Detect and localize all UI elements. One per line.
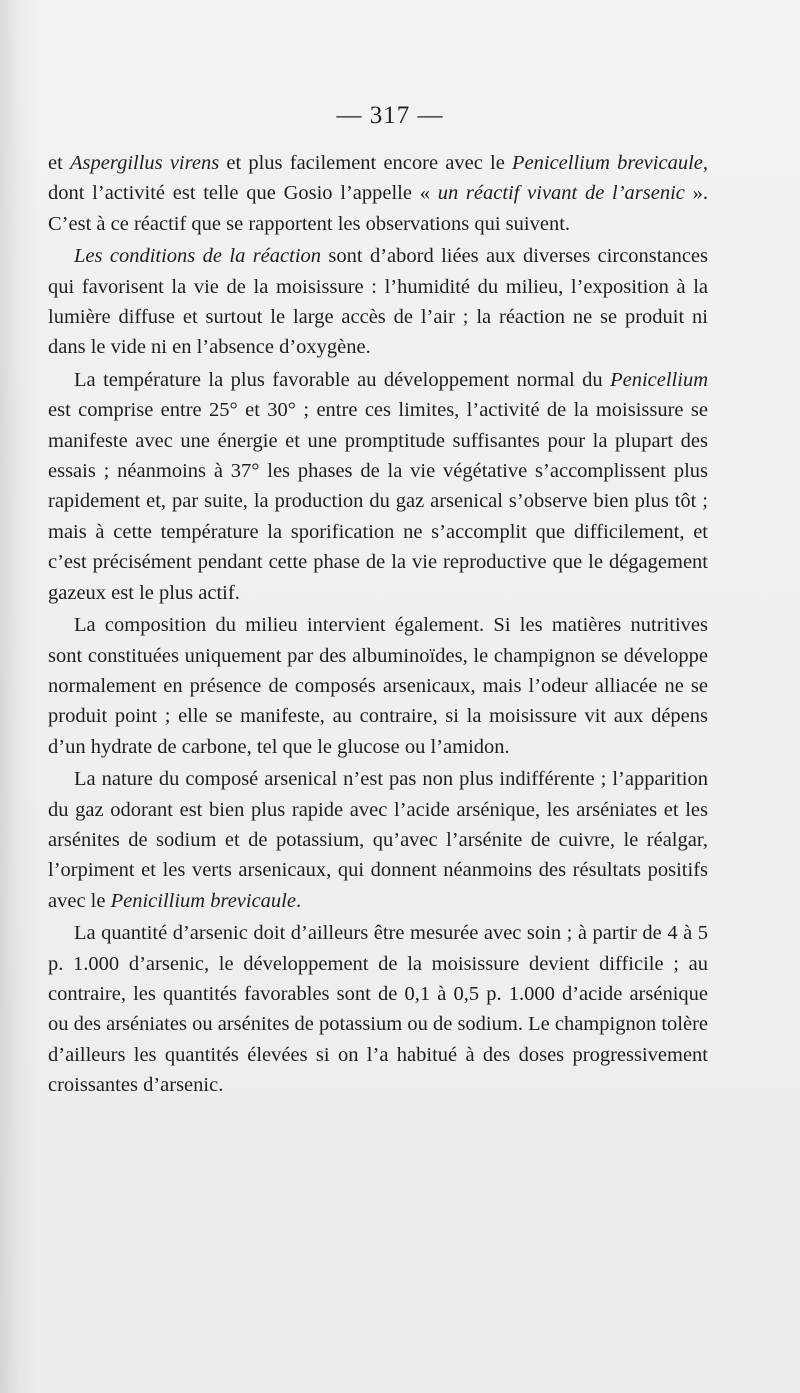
paragraph-6: [48, 918, 708, 1100]
body-text: [48, 148, 708, 1103]
text-run: sont d’abord liées aux diverses circonstances qui favorisent la vie de la moisissure : l’humidité du milieu, l’exposition à la lumière diffuse et surtout le large accès de l’air ; la réaction ne se produit ni dans le vide ni en l’absence d’oxygène.: [48, 245, 708, 359]
italic-run: un réactif vivant de l’arsenic: [437, 182, 685, 205]
italic-run: Penicellium brevicaule: [512, 152, 703, 174]
text-run: La température la plus favorable au développement normal du: [74, 368, 611, 391]
text-run: La composition du milieu intervient également. Si les matières nutritives sont constituées uniquement par des albuminoïdes, le champignon se développe normalement en présence de composés arsenicaux, mais l’odeur alliacée ne se produit point ; elle se manifeste, au contraire, si la moisissure vit aux dépens d’un hydrate de carbone, tel que le glucose ou l’amidon.: [48, 614, 708, 758]
text-run: et: [48, 152, 70, 174]
paragraph-4: [48, 610, 708, 762]
paragraph-3: [48, 365, 708, 608]
text-run: La nature du composé arsenical n’est pas non plus indifférente ; l’apparition du gaz odorant est bien plus rapide avec l’acide arsénique, les arséniates et les arsénites de sodium et de potassium, qu’avec l’arsénite de cuivre, le réalgar, l’orpiment et les verts arsenicaux, qui donnent néanmoins des résultats positifs avec le: [48, 768, 708, 912]
text-run: et plus facilement encore avec le: [219, 152, 513, 174]
italic-run: Les conditions de la réaction: [74, 245, 322, 268]
italic-run: Penicellium: [610, 368, 708, 391]
paragraph-5: [48, 764, 708, 916]
page-number: — 317 —: [336, 102, 444, 129]
italic-run: Penicillium brevicaule: [110, 889, 296, 912]
paragraph-1: [48, 148, 708, 239]
italic-run: Aspergillus virens: [70, 152, 220, 174]
text-run: est comprise entre 25° et 30° ; entre ces limites, l’activité de la moisissure se manifeste avec une énergie et une promptitude suffisantes pour la plupart des essais ; néanmoins à 37° les phases de la vie végétative s’accomplissent plus rapidement et, par suite, la production du gaz arsenical s’observe bien plus tôt ; mais à cette température la sporification ne s’accomplit que difficilement, et c’est précisément pendant cette phase de la vie reproductive que le dégagement gazeux est le plus actif.: [48, 399, 708, 604]
text-run: , dont l’activité est telle que Gosio l’appelle «: [48, 152, 708, 205]
text-run: .: [295, 889, 302, 912]
text-run: ». C’est à ce réactif que se rapportent les observations qui suivent.: [48, 182, 709, 235]
text-run: La quantité d’arsenic doit d’ailleurs être mesurée avec soin ; à partir de 4 à 5 p. 1.000 d’arsenic, le développement de la moisissure devient difficile ; au contraire, les quantités favorables sont de 0,1 à 0,5 p. 1.000 d’acide arsénique ou des arséniates ou arsénites de potassium ou de sodium. Le champignon tolère d’ailleurs les quantités élevées si on l’a habitué à des doses progressivement croissantes d’arsenic.: [48, 922, 708, 1097]
paragraph-2: [48, 241, 708, 363]
